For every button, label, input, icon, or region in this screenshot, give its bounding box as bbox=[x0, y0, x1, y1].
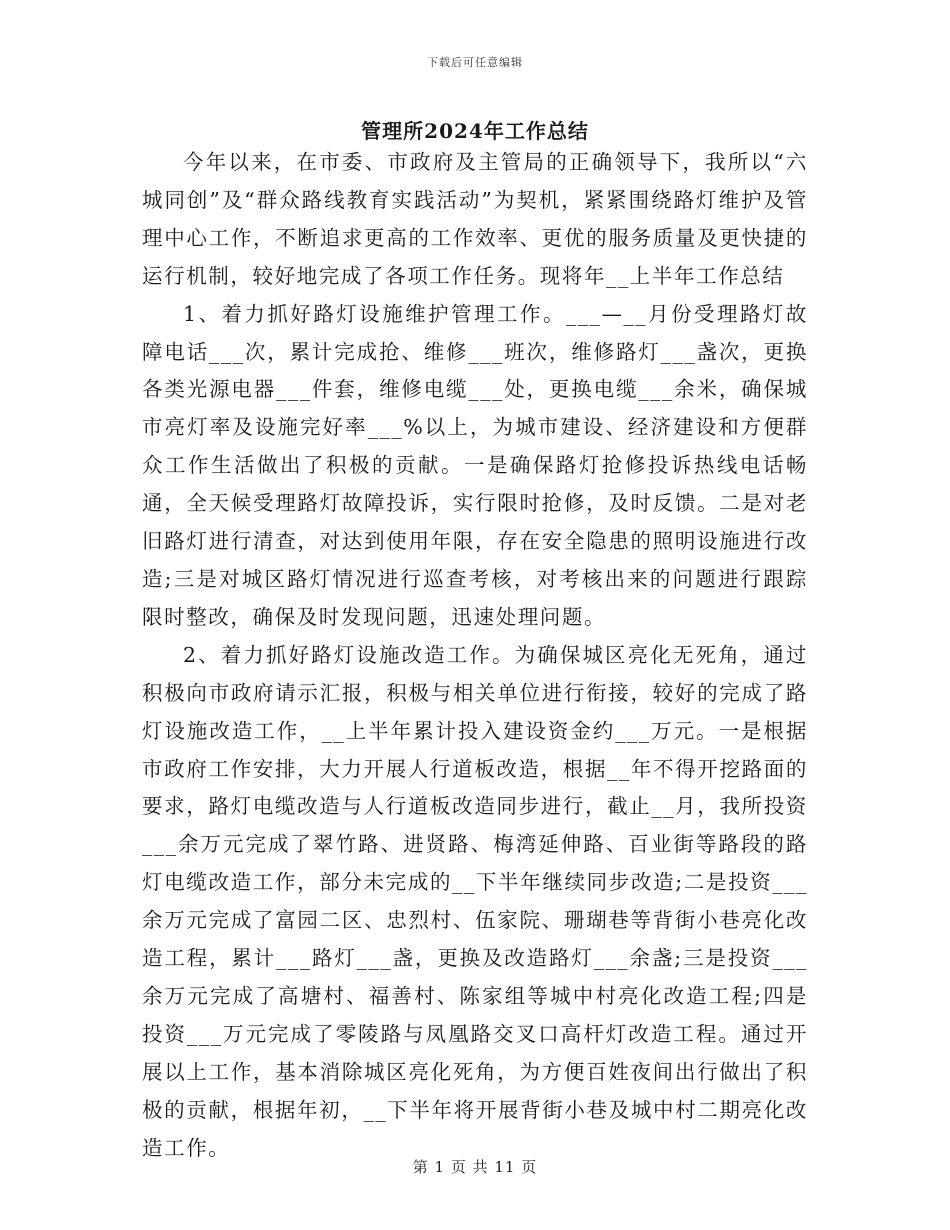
paragraph-intro: 今年以来，在市委、市政府及主管局的正确领导下，我所以“六城同创”及“群众路线教育实践活动”为契机，紧紧围绕路灯维护及管理中心工作，不断追求更高的工作效率、更优的服务质量及更快捷的运行机制，较好地完成了各项工作任务。现将年__上半年工作总结 bbox=[142, 150, 808, 288]
paragraph-maintenance: 1、着力抓好路灯设施维护管理工作。___—__月份受理路灯故障电话___次，累计完成抢、维修___班次，维修路灯___盏次，更换各类光源电器___件套，维修电缆___处，更换电缆___余米，确保城市亮灯率及设施完好率___%以上，为城市建设、经济建设和方便群众工作生活做出了积极的贡献。一是确保路灯抢修投诉热线电话畅通，全天候受理路灯故障投诉，实行限时抢修，及时反馈。二是对老旧路灯进行清查，对达到使用年限，存在安全隐患的照明设施进行改造;三是对城区路灯情况进行巡查考核，对考核出来的问题进行跟踪限时整改，确保及时发现问题，迅速处理问题。 bbox=[142, 301, 808, 629]
page-footer: 第 1 页 共 11 页 bbox=[412, 1158, 538, 1176]
document-title: 管理所2024年工作总结 bbox=[361, 119, 589, 143]
document-body bbox=[142, 144, 808, 1167]
header-note: 下载后可任意编辑 bbox=[427, 56, 523, 69]
paragraph-renovation: 2、着力抓好路灯设施改造工作。为确保城区亮化无死角，通过积极向市政府请示汇报，积极与相关单位进行衔接，较好的完成了路灯设施改造工作，__上半年累计投入建设资金约___万元。一是根据市政府工作安排，大力开展人行道板改造，根据__年不得开挖路面的要求，路灯电缆改造与人行道板改造同步进行，截止__月，我所投资___余万元完成了翠竹路、进贤路、梅湾延伸路、百业街等路段的路灯电缆改造工作，部分未完成的__下半年继续同步改造;二是投资___余万元完成了富园二区、忠烈村、伍家院、珊瑚巷等背街小巷亮化改造工程，累计___路灯___盏，更换及改造路灯___余盏;三是投资___余万元完成了高塘村、福善村、陈家组等城中村亮化改造工程;四是投资___万元完成了零陵路与凤凰路交叉口高杆灯改造工程。通过开展以上工作，基本消除城区亮化死角，为方便百姓夜间出行做出了积极的贡献，根据年初，__下半年将开展背街小巷及城中村二期亮化改造工作。 bbox=[142, 642, 808, 1160]
